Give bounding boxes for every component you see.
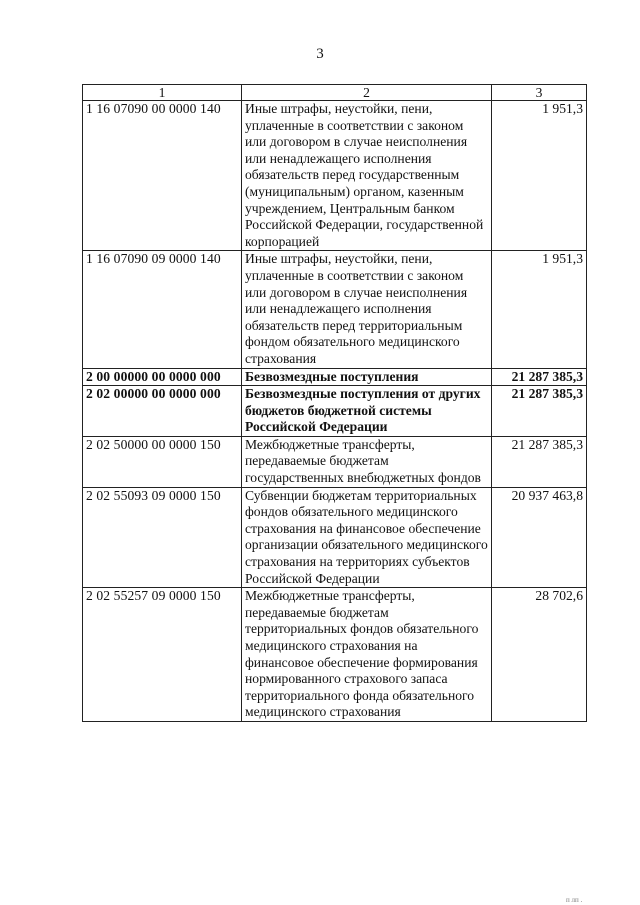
budget-amount: 28 702,6 [492,588,587,722]
budget-item-name: Межбюджетные трансферты, передаваемые бюджетам территориальных фондов обязательного медицинского страхования на финансовое обеспечение формирования нормированного страхового запаса территориального фонда обязательного медицинского страхования [242,588,492,722]
budget-amount: 1 951,3 [492,101,587,251]
budget-code: 2 00 00000 00 0000 000 [83,368,242,386]
budget-amount: 21 287 385,3 [492,386,587,437]
table-row [83,386,587,437]
budget-amount: 20 937 463,8 [492,487,587,588]
column-header-3: 3 [492,85,587,101]
page-number: 3 [316,46,324,62]
scan-mark: п лп . [566,896,583,904]
budget-amount: 21 287 385,3 [492,368,587,386]
budget-item-name: Иные штрафы, неустойки, пени, уплаченные в соответствии с законом или договором в случае неисполнения или ненадлежащего исполнения обязательств перед территориальным фондом обязательного медицинского страхования [242,251,492,368]
budget-item-name: Безвозмездные поступления [242,368,492,386]
budget-amount: 1 951,3 [492,251,587,368]
column-header-2: 2 [242,85,492,101]
budget-item-name: Иные штрафы, неустойки, пени, уплаченные в соответствии с законом или договором в случае неисполнения или ненадлежащего исполнения обязательств перед государственным (муниципальным) органом, казенным учреждением, Центральным банком Российской Федерации, государственной корпорацией [242,101,492,251]
table-row [83,101,587,251]
table-row [83,368,587,386]
table-row [83,251,587,368]
budget-code: 2 02 55093 09 0000 150 [83,487,242,588]
table-row [83,436,587,487]
budget-item-name: Безвозмездные поступления от других бюджетов бюджетной системы Российской Федерации [242,386,492,437]
budget-code: 2 02 55257 09 0000 150 [83,588,242,722]
budget-table [82,84,587,722]
budget-code: 1 16 07090 00 0000 140 [83,101,242,251]
budget-code: 1 16 07090 09 0000 140 [83,251,242,368]
table-header-row [83,85,587,101]
budget-item-name: Межбюджетные трансферты, передаваемые бюджетам государственных внебюджетных фондов [242,436,492,487]
budget-code: 2 02 50000 00 0000 150 [83,436,242,487]
table-row [83,588,587,722]
column-header-1: 1 [83,85,242,101]
budget-item-name: Субвенции бюджетам территориальных фондов обязательного медицинского страхования на финансовое обеспечение организации обязательного медицинского страхования на территориях субъектов Российской Федерации [242,487,492,588]
table-row [83,487,587,588]
budget-code: 2 02 00000 00 0000 000 [83,386,242,437]
budget-amount: 21 287 385,3 [492,436,587,487]
